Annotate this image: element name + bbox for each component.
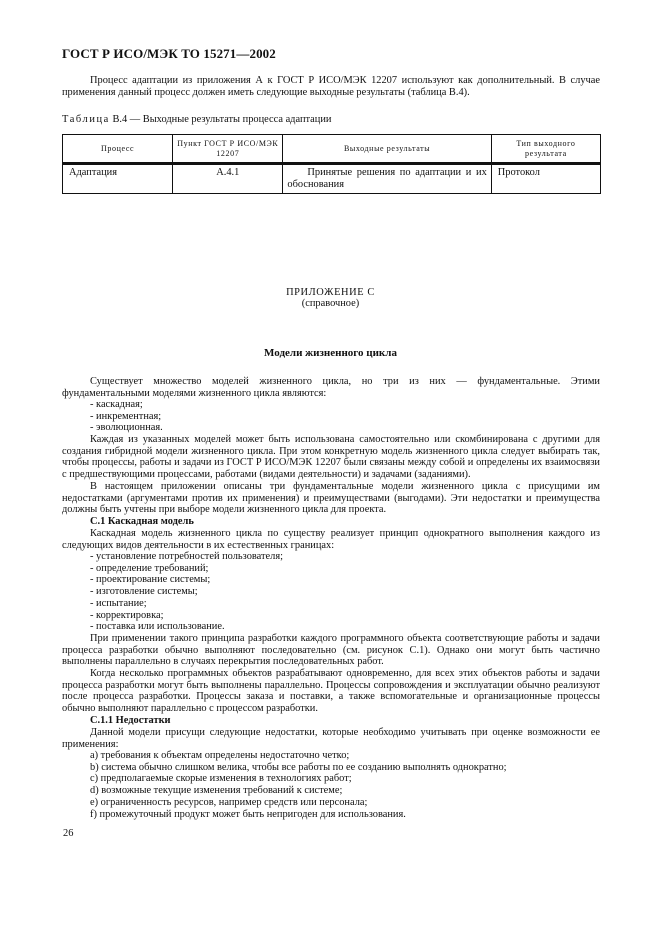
- activities-list: [90, 551, 283, 633]
- list-item: d) возможные текущие изменения требований к системе;: [90, 785, 343, 797]
- table-cell-type: Протокол: [491, 164, 600, 194]
- hybrid-text: Каждая из указанных моделей может быть использована самостоятельно или скомбинирована с другими для создания гибридной модели жизненного цикла. При этом конкретную модель жизненного цикла следует выбирать так, чтобы процессы, работы и задачи из ГОСТ Р ИСО/МЭК 12207 были связаны между собой и определены их взаимосвязи с предшествующими процессами, работами (видами деятельности) и задачами (заданиями).: [62, 434, 600, 481]
- table-caption: [62, 114, 331, 125]
- paragraph-drawbacks-intro: [62, 727, 600, 750]
- results-text: Принятые решения по адаптации и их обоснования: [287, 167, 487, 190]
- parallel-text: Когда несколько программных объектов разрабатывают одновременно, для всех этих объектов работы и задачи процесса разработки могут быть выполнены параллельно. Процессы сопровождения и эксплуатации обычно реализуют после процесса разработки. Процессы заказа и поставки, а также вспомогательные и организационные процессы обычно выполняют параллельно с процессом разработки.: [62, 668, 600, 715]
- drawbacks-intro-text: Данной модели присущи следующие недостатки, которые необходимо учитывать при оценке возможности ее применения:: [62, 727, 600, 750]
- document-header: ГОСТ Р ИСО/МЭК ТО 15271—2002: [62, 46, 276, 61]
- list-item: - установление потребностей пользователя;: [90, 551, 284, 562]
- page-number: 26: [63, 828, 74, 839]
- table-caption-text: В.4 — Выходные результаты процесса адаптации: [109, 114, 332, 125]
- table-header-process: Процесс: [63, 135, 173, 164]
- list-item: f) промежуточный продукт может быть непригоден для использования.: [90, 808, 406, 820]
- list-item: - корректировка;: [90, 609, 164, 621]
- cascade-text: Каскадная модель жизненного цикла по существу реализует принцип однократного выполнения каждого из следующих видов деятельности в их естественных границах:: [62, 528, 600, 551]
- paragraph-sequential: [62, 633, 600, 668]
- table-header-row: [63, 135, 601, 164]
- table-cell-results: [283, 164, 491, 194]
- intro-text: Процесс адаптации из приложения А к ГОСТ Р ИСО/МЭК 12207 используют как дополнительный. В случае применения данный процесс должен иметь следующие выходные результаты (таблица В.4).: [62, 75, 600, 98]
- scope-text: В настоящем приложении описаны три фундаментальные модели жизненного цикла с присущими им недостатками (аргументами против их применения) и преимуществами (выгодами). Эти недостатки и преимущества должны быть учтены при выборе модели жизненного цикла для проекта.: [62, 481, 600, 516]
- table-header-results: Выходные результаты: [283, 135, 491, 164]
- table-header-clause: Пункт ГОСТ Р ИСО/МЭК 12207: [173, 135, 283, 164]
- sequential-text: При применении такого принципа разработки каждого программного объекта соответствующие работы и задачи процесса разработки обычно выполняют последовательно (см. рисунок С.1). Однако они могут быть частично выполнены параллельно в случаях перекрытия последовательных работ.: [62, 633, 600, 668]
- paragraph-models-intro: [62, 376, 600, 399]
- appendix-subtitle: (справочное): [301, 298, 360, 309]
- section-main-title: Модели жизненного цикла: [264, 347, 397, 359]
- list-item: - изготовление системы;: [90, 586, 198, 598]
- list-item: e) ограниченность ресурсов, например средств или персонала;: [90, 796, 368, 808]
- paragraph-cascade: [62, 528, 600, 551]
- list-item: - каскадная;: [90, 399, 143, 410]
- list-item: b) система обычно слишком велика, чтобы все работы по ее созданию выполнять однократно;: [90, 761, 507, 773]
- list-item: - поставка или использование.: [90, 621, 225, 633]
- table-cell-process: Адаптация: [63, 164, 173, 194]
- paragraph-hybrid: [62, 434, 600, 481]
- list-item: - инкрементная;: [90, 410, 162, 422]
- list-item: a) требования к объектам определены недостаточно четко;: [90, 750, 350, 761]
- output-results-table: [62, 134, 601, 194]
- table-cell-clause: А.4.1: [173, 164, 283, 194]
- intro-paragraph: [62, 75, 600, 98]
- table-caption-prefix: Таблица: [62, 114, 110, 125]
- paragraph-appendix-scope: [62, 481, 600, 516]
- paragraph-parallel: [62, 668, 600, 715]
- section-c11-heading: С.1.1 Недостатки: [90, 715, 171, 726]
- appendix-title: ПРИЛОЖЕНИЕ С: [286, 287, 375, 298]
- list-item: - определение требований;: [90, 562, 209, 574]
- section-c1-heading: С.1 Каскадная модель: [90, 516, 194, 527]
- list-item: c) предполагаемые скорые изменения в технологиях работ;: [90, 773, 352, 785]
- models-list: [90, 399, 163, 434]
- table-header-type: Тип выходного результата: [491, 135, 600, 164]
- list-item: - проектирование системы;: [90, 574, 211, 586]
- table-row: [63, 164, 601, 194]
- list-item: - испытание;: [90, 597, 147, 609]
- drawbacks-list: [90, 750, 507, 820]
- list-item: - эволюционная.: [90, 422, 163, 434]
- models-intro-text: Существует множество моделей жизненного цикла, но три из них — фундаментальные. Этими фундаментальными моделями жизненного цикла являются:: [62, 376, 600, 399]
